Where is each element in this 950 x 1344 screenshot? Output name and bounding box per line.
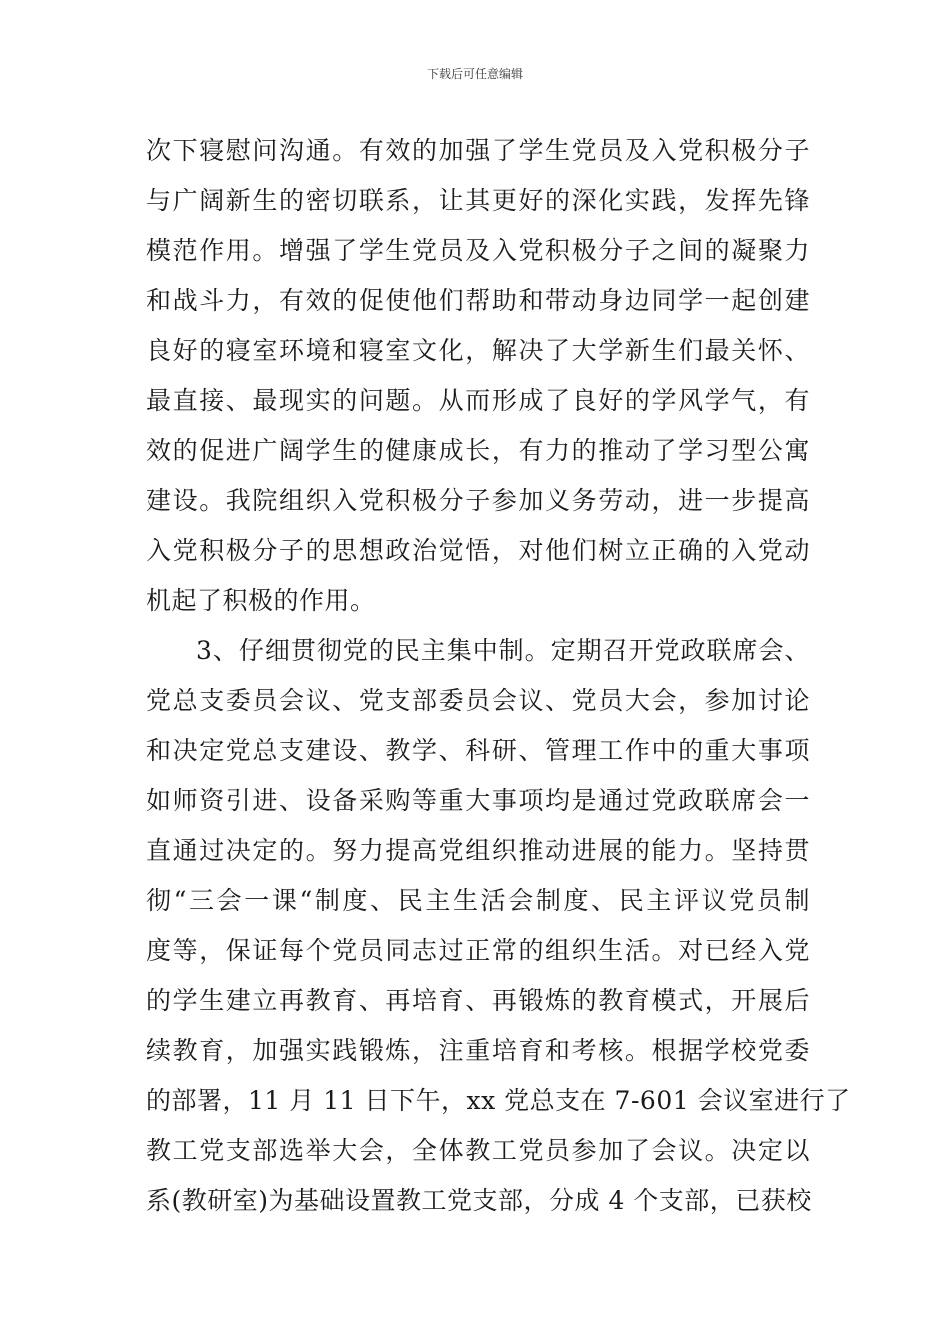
- text-line: 建设。我院组织入党积极分子参加义务劳动，进一步提高: [146, 486, 810, 515]
- text-line: 效的促进广阔学生的健康成长，有力的推动了学习型公寓: [146, 436, 810, 465]
- text-line: 机起了积极的作用。: [146, 586, 376, 615]
- text-line: 系(教研室)为基础设置教工党支部，分成 4 个支部，已获校: [146, 1186, 812, 1215]
- text-line: 和决定党总支建设、教学、科研、管理工作中的重大事项: [146, 736, 810, 765]
- text-line: 模范作用。增强了学生党员及入党积极分子之间的凝聚力: [146, 236, 810, 265]
- paragraph: [146, 126, 810, 626]
- text-line: 良好的寝室环境和寝室文化，解决了大学新生们最关怀、: [146, 336, 810, 365]
- text-line: 党总支委员会议、党支部委员会议、党员大会，参加讨论: [146, 686, 810, 715]
- document-body: [146, 126, 851, 1226]
- page-header: 下载后可任意编辑: [426, 67, 523, 81]
- text-line: 如师资引进、设备采购等重大事项均是通过党政联席会一: [146, 786, 810, 815]
- text-line: 最直接、最现实的问题。从而形成了良好的学风学气，有: [146, 386, 810, 415]
- text-line: 次下寝慰问沟通。有效的加强了学生党员及入党积极分子: [146, 136, 810, 165]
- text-line: 彻“三会一课“制度、民主生活会制度、民主评议党员制: [146, 886, 810, 915]
- text-line: 与广阔新生的密切联系，让其更好的深化实践，发挥先锋: [146, 186, 810, 215]
- text-line: 教工党支部选举大会，全体教工党员参加了会议。决定以: [146, 1136, 810, 1165]
- text-line: 度等，保证每个党员同志过正常的组织生活。对已经入党: [146, 936, 810, 965]
- text-line: 的学生建立再教育、再培育、再锻炼的教育模式，开展后: [146, 986, 810, 1015]
- text-line: 入党积极分子的思想政治觉悟，对他们树立正确的入党动: [146, 536, 810, 565]
- text-line: 直通过决定的。努力提高党组织推动进展的能力。坚持贯: [146, 836, 810, 865]
- paragraph: [146, 626, 851, 1226]
- text-line: 的部署，11 月 11 日下午，xx 党总支在 7-601 会议室进行了: [146, 1086, 851, 1115]
- text-line: 续教育，加强实践锻炼，注重培育和考核。根据学校党委: [146, 1036, 810, 1065]
- text-line: 3、仔细贯彻党的民主集中制。定期召开党政联席会、: [196, 636, 810, 665]
- text-line: 和战斗力，有效的促使他们帮助和带动身边同学一起创建: [146, 286, 810, 315]
